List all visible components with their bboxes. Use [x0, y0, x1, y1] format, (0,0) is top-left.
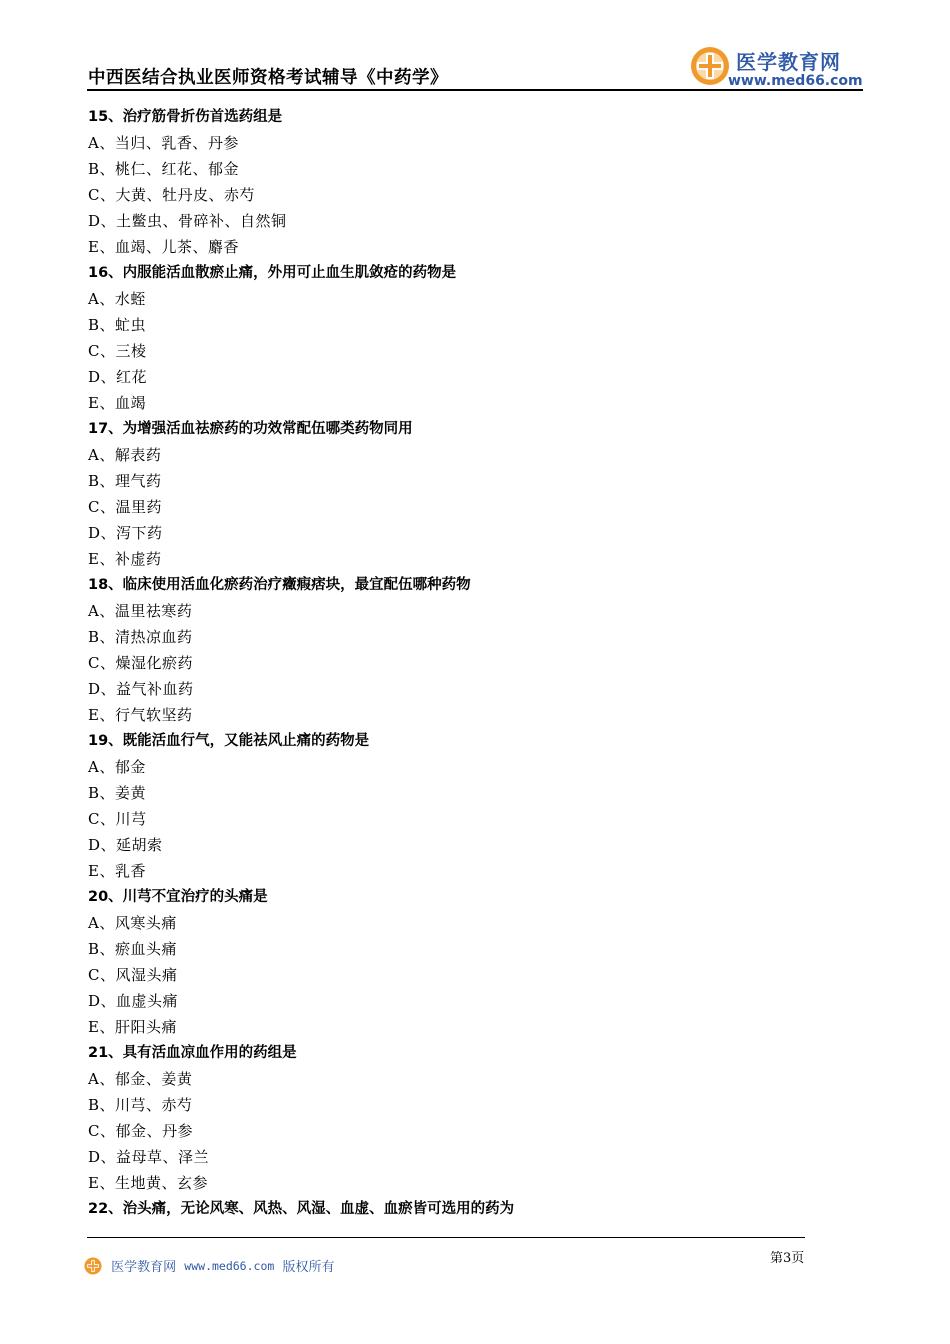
footer-brand-name: 医学教育网: [111, 1260, 177, 1275]
answer-option: B、理气药: [88, 472, 162, 490]
logo-url: www.med66.com: [728, 73, 863, 89]
answer-option: D、泻下药: [88, 524, 163, 542]
footer-brand[interactable]: [84, 1256, 334, 1276]
question-list: [88, 104, 848, 1222]
answer-option: A、当归、乳香、丹参: [88, 134, 239, 152]
answer-option: A、郁金、姜黄: [88, 1070, 193, 1088]
answer-option: D、延胡索: [88, 836, 163, 854]
answer-option: A、风寒头痛: [88, 914, 177, 932]
answer-option: E、行气软坚药: [88, 706, 193, 724]
answer-option: B、虻虫: [88, 316, 147, 334]
answer-option: E、补虚药: [88, 550, 162, 568]
header-divider: [87, 89, 863, 91]
answer-option: D、益气补血药: [88, 680, 194, 698]
answer-option: A、温里祛寒药: [88, 602, 193, 620]
site-logo[interactable]: [690, 44, 865, 94]
answer-option: B、清热凉血药: [88, 628, 193, 646]
medical-cross-logo-icon: [690, 46, 730, 86]
answer-option: C、郁金、丹参: [88, 1122, 193, 1140]
question-stem: 21、具有活血凉血作用的药组是: [88, 1045, 297, 1061]
page-number: 第3页: [770, 1251, 805, 1266]
answer-option: C、三棱: [88, 342, 147, 360]
answer-option: C、川芎: [88, 810, 147, 828]
footer-url: www.med66.com: [184, 1258, 275, 1273]
answer-option: E、血竭、儿茶、麝香: [88, 238, 239, 256]
answer-option: B、桃仁、红花、郁金: [88, 160, 240, 178]
answer-option: D、血虚头痛: [88, 992, 179, 1010]
answer-option: A、水蛭: [88, 290, 146, 308]
answer-option: E、乳香: [88, 862, 146, 880]
answer-option: E、血竭: [88, 394, 146, 412]
answer-option: C、风湿头痛: [88, 966, 178, 984]
question-stem: 19、既能活血行气，又能祛风止痛的药物是: [88, 733, 370, 749]
question-stem: 15、治疗筋骨折伤首选药组是: [88, 109, 283, 125]
question-stem: 18、临床使用活血化瘀药治疗癥瘕痞块，最宜配伍哪种药物: [88, 577, 471, 593]
answer-option: B、瘀血头痛: [88, 940, 178, 958]
answer-option: B、川芎、赤芍: [88, 1096, 193, 1114]
answer-option: C、燥湿化瘀药: [88, 654, 193, 672]
answer-option: D、益母草、泽兰: [88, 1148, 210, 1166]
answer-option: A、郁金: [88, 758, 146, 776]
footer-logo-icon: [84, 1257, 102, 1275]
answer-option: D、红花: [88, 368, 148, 386]
answer-option: A、解表药: [88, 446, 162, 464]
footer-divider: [87, 1237, 805, 1238]
answer-option: B、姜黄: [88, 784, 147, 802]
answer-option: C、温里药: [88, 498, 162, 516]
answer-option: C、大黄、牡丹皮、赤芍: [88, 186, 255, 204]
question-stem: 22、治头痛，无论风寒、风热、风湿、血虚、血瘀皆可选用的药为: [88, 1201, 515, 1217]
question-stem: 17、为增强活血祛瘀药的功效常配伍哪类药物同用: [88, 421, 413, 437]
answer-option: E、肝阳头痛: [88, 1018, 177, 1036]
footer-rights: 版权所有: [282, 1260, 335, 1275]
document-header-title: 中西医结合执业医师资格考试辅导《中药学》: [88, 68, 448, 88]
logo-name: 医学教育网: [736, 50, 841, 74]
question-stem: 16、内服能活血散瘀止痛，外用可止血生肌敛疮的药物是: [88, 265, 457, 281]
answer-option: D、土鳖虫、骨碎补、自然铜: [88, 212, 287, 230]
answer-option: E、生地黄、玄参: [88, 1174, 208, 1192]
question-stem: 20、川芎不宜治疗的头痛是: [88, 889, 268, 905]
